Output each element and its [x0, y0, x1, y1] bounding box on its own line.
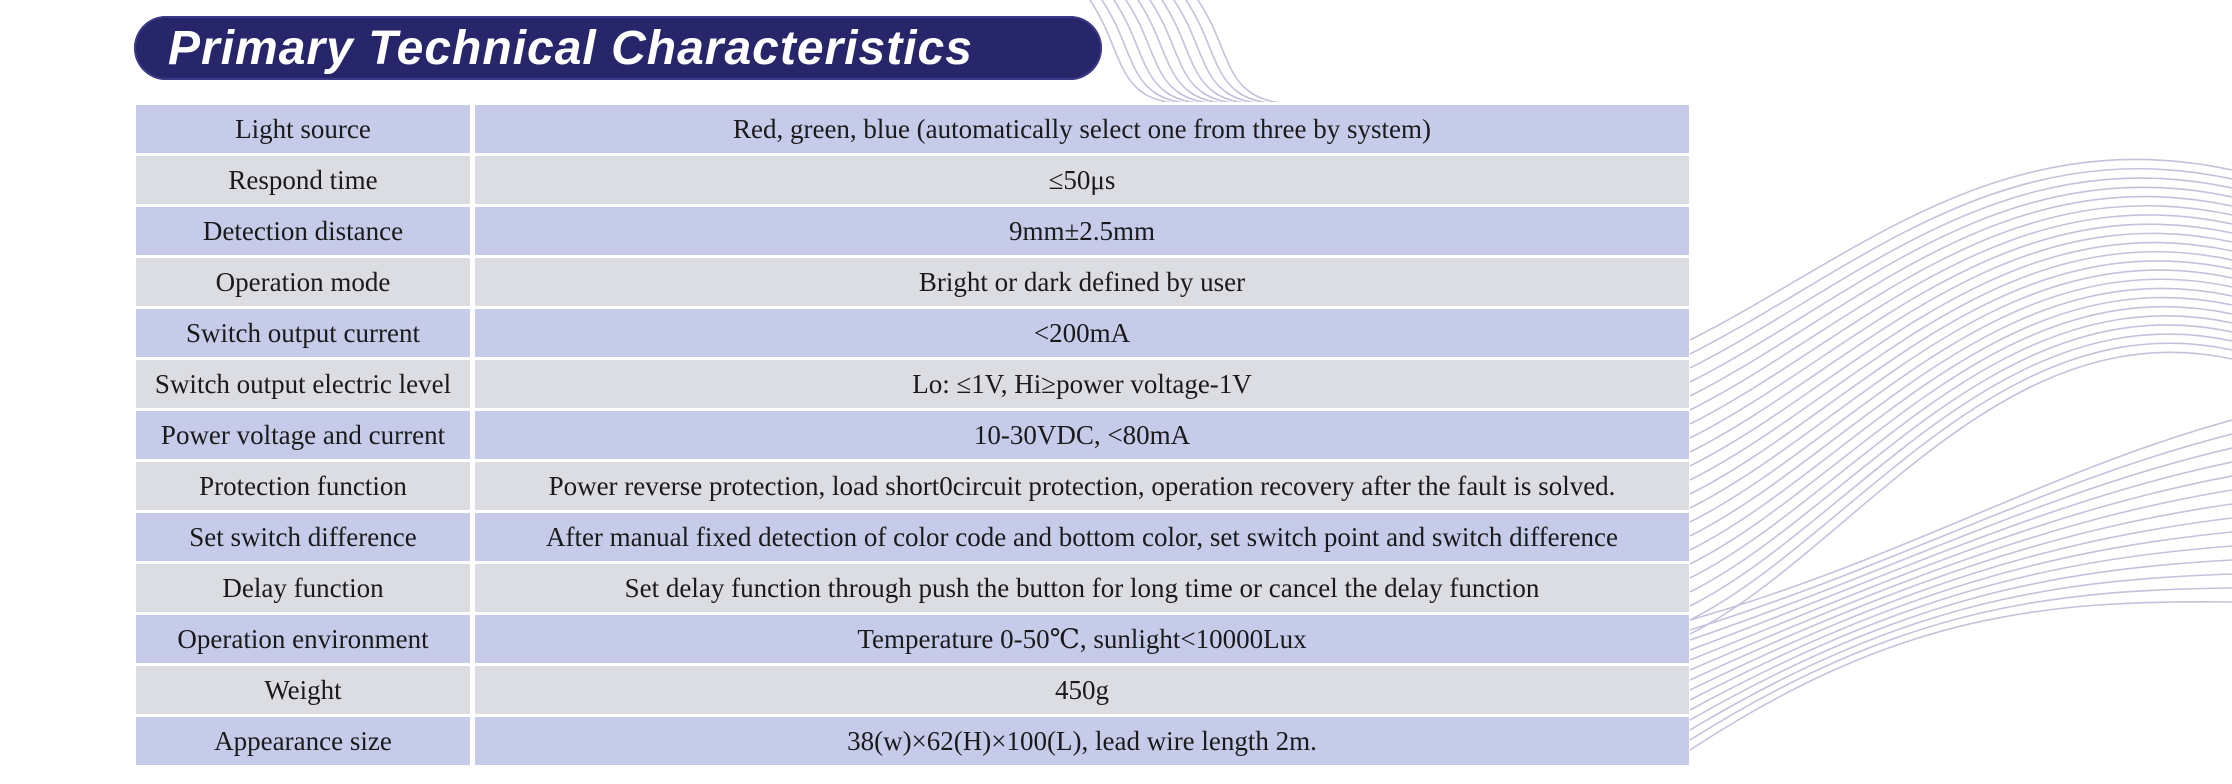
- spec-row: [136, 156, 1689, 207]
- spec-label: Appearance size: [136, 717, 475, 768]
- spec-row: [136, 513, 1689, 564]
- spec-row: [136, 615, 1689, 666]
- spec-row: [136, 411, 1689, 462]
- spec-value: Bright or dark defined by user: [475, 258, 1689, 309]
- wave-line: [1690, 560, 2232, 720]
- specifications-table-body: [136, 105, 1689, 768]
- spec-row: [136, 564, 1689, 615]
- spec-value: Lo: ≤1V, Hi≥power voltage-1V: [475, 360, 1689, 411]
- wave-line: [1690, 215, 2232, 424]
- wave-line: [1690, 307, 2232, 564]
- specifications-table: [136, 102, 1689, 768]
- spec-label: Weight: [136, 666, 475, 717]
- spec-label: Switch output current: [136, 309, 475, 360]
- spec-label: Detection distance: [136, 207, 475, 258]
- spec-row: [136, 105, 1689, 156]
- wave-line: [1690, 316, 2232, 578]
- spec-label: Switch output electric level: [136, 360, 475, 411]
- spec-label: Operation mode: [136, 258, 475, 309]
- wave-line: [1690, 233, 2232, 452]
- spec-label: Protection function: [136, 462, 475, 513]
- spec-value: After manual fixed detection of color code and bottom color, set switch point and switch difference: [475, 513, 1689, 564]
- wave-line: [1690, 462, 2232, 650]
- spec-value: 38(w)×62(H)×100(L), lead wire length 2m.: [475, 717, 1689, 768]
- wave-line: [1198, 0, 1318, 104]
- wave-line: [1690, 197, 2232, 396]
- page-title: Primary Technical Characteristics: [168, 21, 973, 75]
- wave-line: [1690, 518, 2232, 690]
- spec-label: Set switch difference: [136, 513, 475, 564]
- spec-value: 9mm±2.5mm: [475, 207, 1689, 258]
- spec-row: [136, 309, 1689, 360]
- spec-row: [136, 258, 1689, 309]
- spec-value: ≤50μs: [475, 156, 1689, 207]
- spec-value: Temperature 0-50℃, sunlight<10000Lux: [475, 615, 1689, 666]
- spec-value: 450g: [475, 666, 1689, 717]
- spec-row: [136, 462, 1689, 513]
- spec-label: Operation environment: [136, 615, 475, 666]
- spec-value: Red, green, blue (automatically select one from three by system): [475, 105, 1689, 156]
- wave-line: [1690, 448, 2232, 640]
- spec-value: 10-30VDC, <80mA: [475, 411, 1689, 462]
- wave-line: [1690, 532, 2232, 700]
- title-banner: [134, 16, 1102, 80]
- spec-row: [136, 360, 1689, 411]
- spec-row: [136, 717, 1689, 768]
- spec-label: Light source: [136, 105, 475, 156]
- spec-label: Power voltage and current: [136, 411, 475, 462]
- spec-row: [136, 666, 1689, 717]
- wave-line: [1690, 243, 2232, 466]
- spec-label: Respond time: [136, 156, 475, 207]
- wave-line: [1690, 434, 2232, 630]
- spec-value: Set delay function through push the button for long time or cancel the delay function: [475, 564, 1689, 615]
- spec-label: Delay function: [136, 564, 475, 615]
- spec-row: [136, 207, 1689, 258]
- spec-value: <200mA: [475, 309, 1689, 360]
- spec-value: Power reverse protection, load short0circuit protection, operation recovery after the fault is solved.: [475, 462, 1689, 513]
